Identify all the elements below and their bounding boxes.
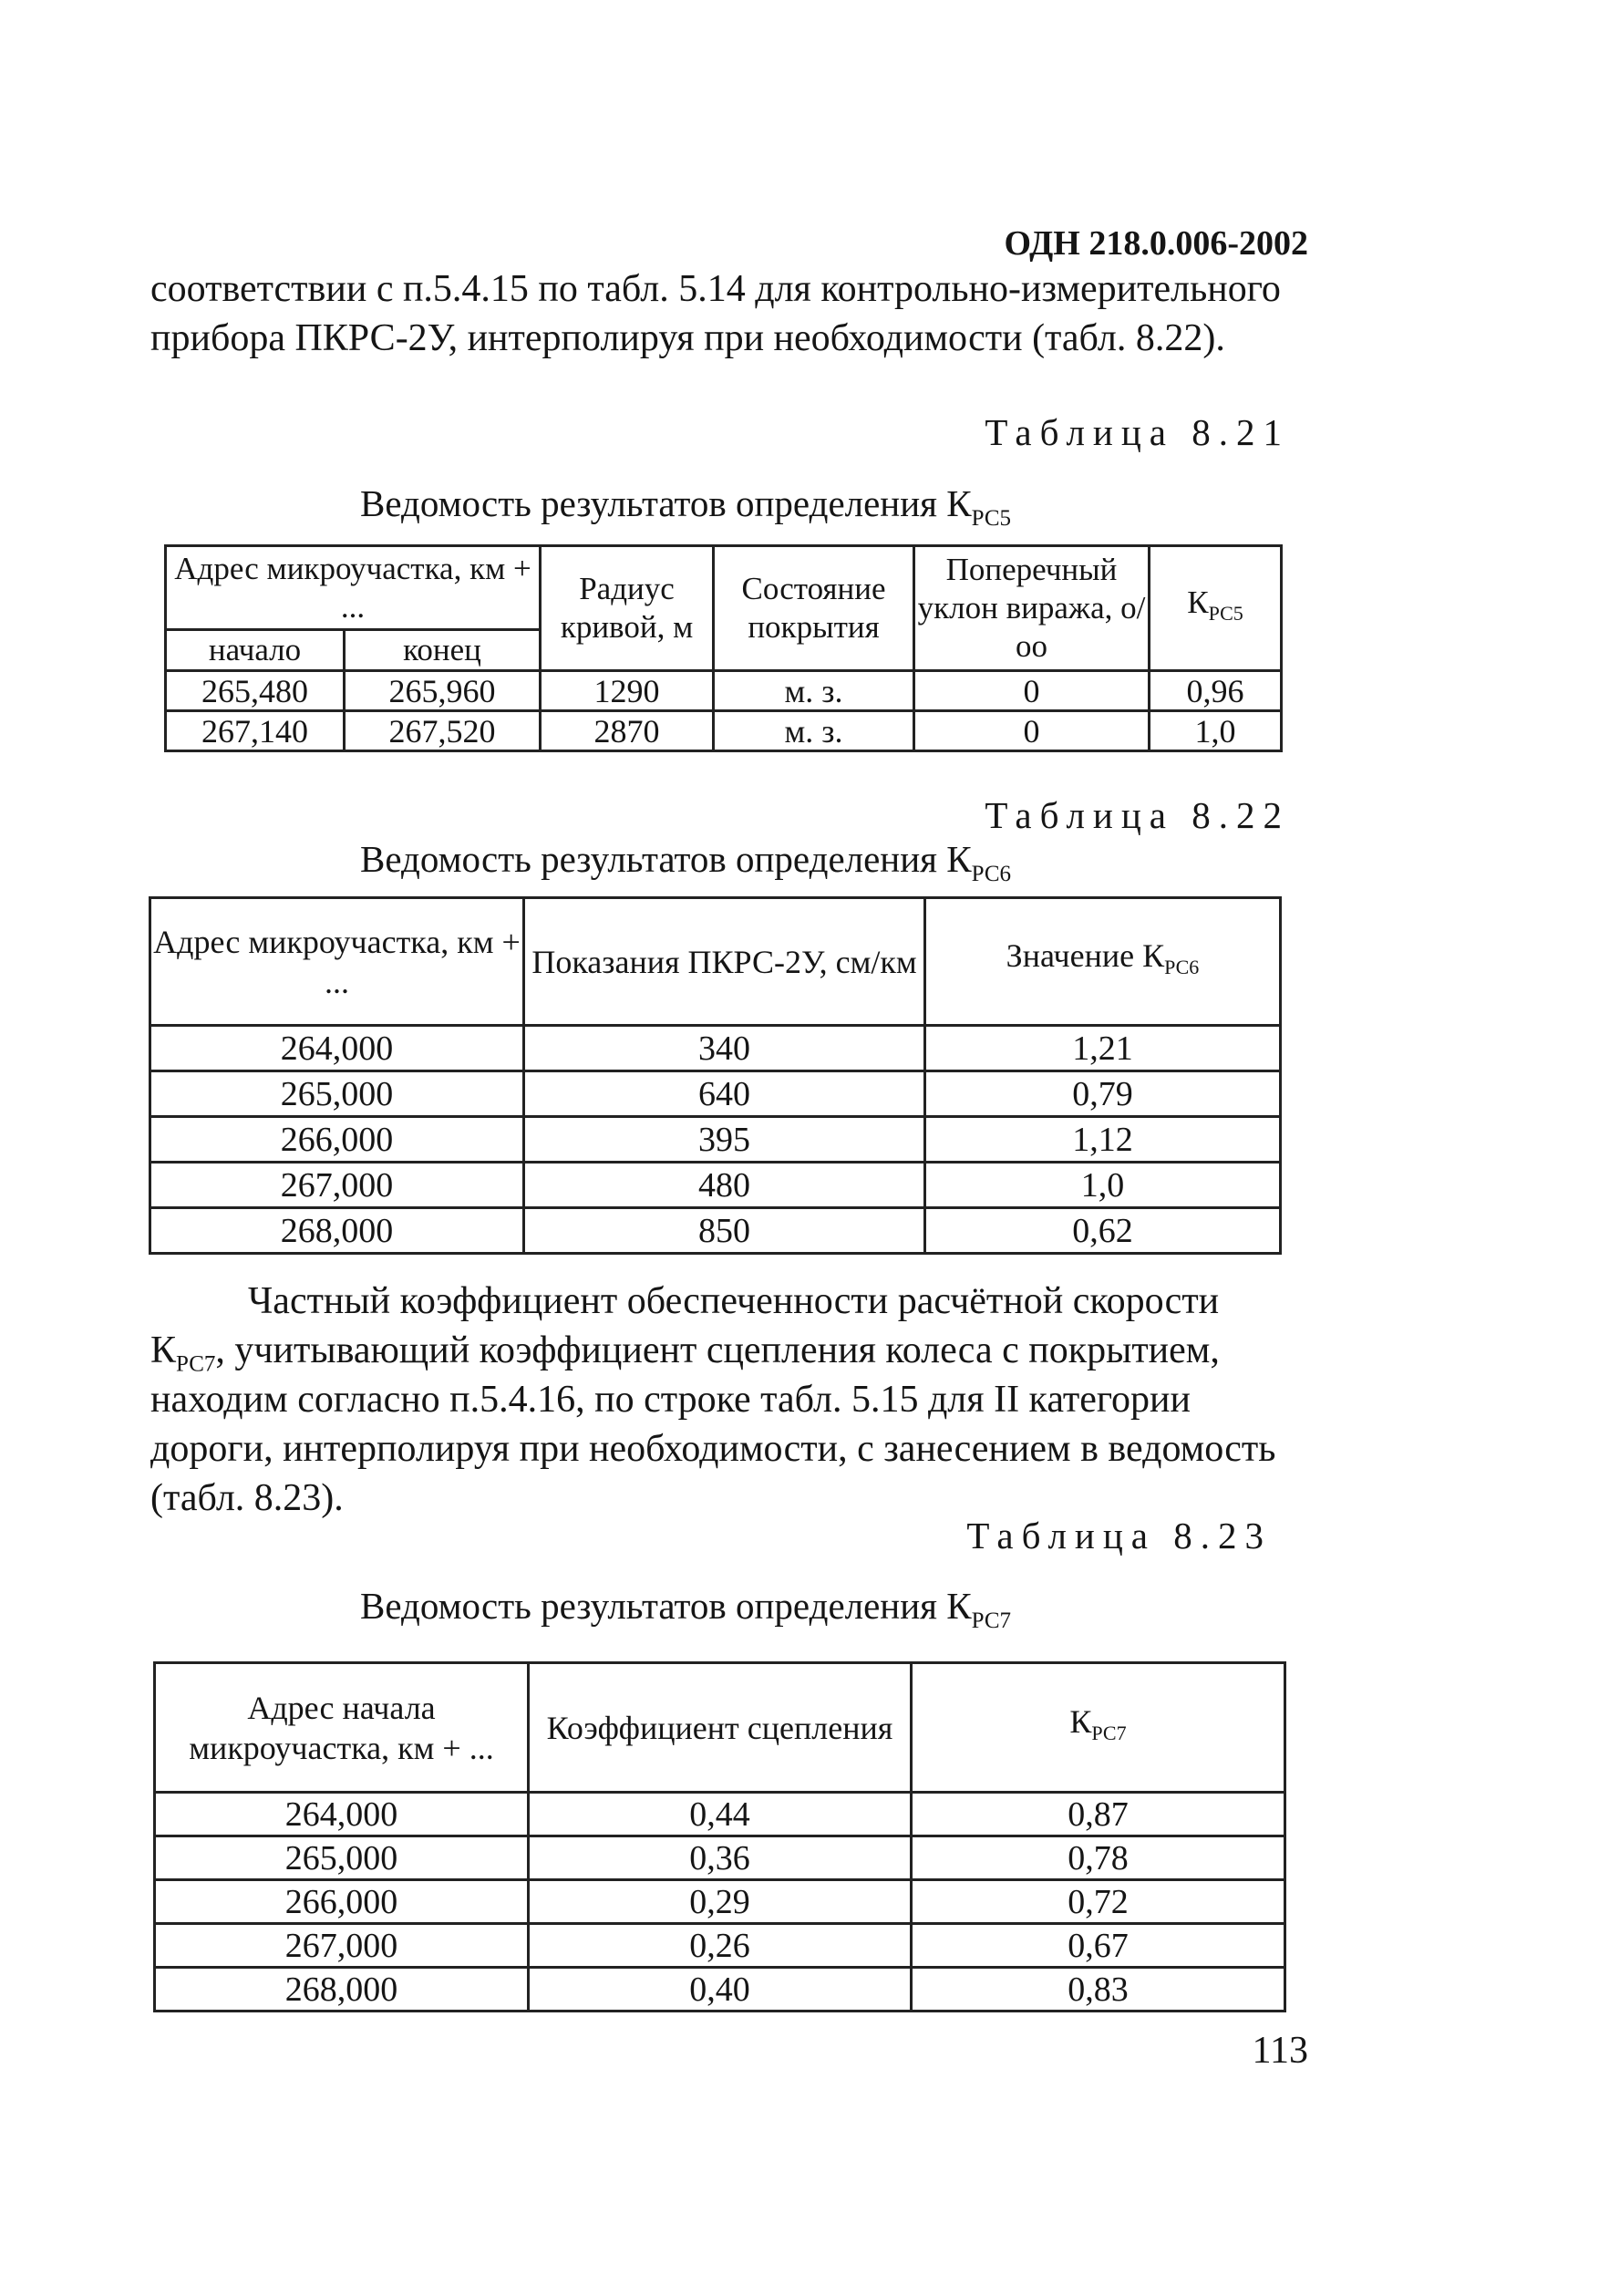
cell-adhesion: 0,36 <box>529 1836 912 1880</box>
intro-line-1: соответствии с п.5.4.15 по табл. 5.14 для контрольно-измерительного <box>150 268 1281 310</box>
cell-address: 268,000 <box>150 1208 524 1254</box>
cell-address: 264,000 <box>155 1793 529 1836</box>
cell-address: 264,000 <box>150 1026 524 1071</box>
table-row <box>155 1836 1285 1880</box>
cell-surface: м. з. <box>714 711 914 751</box>
paragraph-line-1: Частный коэффициент обеспеченности расчётной скорости <box>248 1280 1220 1322</box>
table-row <box>150 1163 1281 1208</box>
cell-value: 0,62 <box>925 1208 1281 1254</box>
header-value: Значение $К_{РС6}$ <box>925 898 1281 1026</box>
cell-coef: 0,67 <box>912 1924 1285 1968</box>
cell-reading: 395 <box>524 1117 925 1163</box>
cell-adhesion: 0,40 <box>529 1968 912 2012</box>
table-8-22 <box>149 896 1282 1255</box>
table-8-23 <box>153 1661 1286 2012</box>
header-coef: $К_{РС5}$ <box>1150 546 1282 671</box>
table-8-22-title: Ведомость результатов определения $К_{РС6}$ <box>360 838 1012 886</box>
cell-coef: 0,87 <box>912 1793 1285 1836</box>
header-address: Адрес начала микроучастка, км + ... <box>155 1663 529 1793</box>
cell-address: 265,000 <box>155 1836 529 1880</box>
table-8-21-caption: Таблица 8.21 <box>985 411 1290 453</box>
header-radius: Радиус кривой, м <box>541 546 714 671</box>
table-8-21-title: Ведомость результатов определения $К_{РС5}$ <box>360 482 1012 531</box>
paragraph-line-5: (табл. 8.23). <box>150 1477 344 1519</box>
cell-adhesion: 0,26 <box>529 1924 912 1968</box>
cell-address: 267,000 <box>155 1924 529 1968</box>
cell-adhesion: 0,44 <box>529 1793 912 1836</box>
cell-coef: 0,72 <box>912 1880 1285 1924</box>
paragraph-line-4: дороги, интерполируя при необходимости, с занесением в ведомость <box>150 1428 1276 1470</box>
table-row <box>166 671 1282 711</box>
table-row <box>150 1208 1281 1254</box>
cell-adhesion: 0,29 <box>529 1880 912 1924</box>
cell-value: 1,21 <box>925 1026 1281 1071</box>
cell-reading: 480 <box>524 1163 925 1208</box>
header-surface: Состояние покрытия <box>714 546 914 671</box>
cell-radius: 2870 <box>541 711 714 751</box>
paragraph-line-3: находим согласно п.5.4.16, по строке табл. 5.15 для II категории <box>150 1379 1192 1421</box>
cell-start: 267,140 <box>166 711 345 751</box>
table-row <box>150 1026 1281 1071</box>
cell-reading: 640 <box>524 1071 925 1117</box>
cell-start: 265,480 <box>166 671 345 711</box>
cell-coef: 1,0 <box>1150 711 1282 751</box>
cell-coef: 0,83 <box>912 1968 1285 2012</box>
table-8-23-title: Ведомость результатов определения $К_{РС7}$ <box>360 1585 1012 1633</box>
header-end: конец <box>345 630 541 671</box>
header-address: Адрес микроучастка, км + ... <box>166 546 541 630</box>
cell-reading: 850 <box>524 1208 925 1254</box>
cell-coef: 0,96 <box>1150 671 1282 711</box>
cell-address: 268,000 <box>155 1968 529 2012</box>
table-row <box>155 1924 1285 1968</box>
page-number: 113 <box>1252 2030 1308 2072</box>
paragraph-line-2: $К_{РС7}$, учитывающий коэффициент сцепления колеса с покрытием, <box>150 1329 1220 1377</box>
table-row <box>155 1968 1285 2012</box>
header-reading: Показания ПКРС-2У, см/км <box>524 898 925 1026</box>
cell-address: 267,000 <box>150 1163 524 1208</box>
header-start: начало <box>166 630 345 671</box>
cell-reading: 340 <box>524 1026 925 1071</box>
header-slope: Поперечный уклон виража, о/оо <box>914 546 1150 671</box>
table-8-23-caption: Таблица 8.23 <box>966 1515 1272 1557</box>
table-row <box>166 711 1282 751</box>
table-8-21 <box>164 544 1283 752</box>
header-adhesion: Коэффициент сцепления <box>529 1663 912 1793</box>
header-coef: $К_{РС7}$ <box>912 1663 1285 1793</box>
cell-radius: 1290 <box>541 671 714 711</box>
cell-address: 266,000 <box>150 1117 524 1163</box>
cell-value: 0,79 <box>925 1071 1281 1117</box>
cell-slope: 0 <box>914 711 1150 751</box>
table-row <box>150 1117 1281 1163</box>
table-row <box>155 1793 1285 1836</box>
cell-surface: м. з. <box>714 671 914 711</box>
header-address: Адрес микроучастка, км + ... <box>150 898 524 1026</box>
cell-value: 1,12 <box>925 1117 1281 1163</box>
cell-address: 266,000 <box>155 1880 529 1924</box>
intro-line-2: прибора ПКРС-2У, интерполируя при необходимости (табл. 8.22). <box>150 317 1225 359</box>
cell-coef: 0,78 <box>912 1836 1285 1880</box>
table-8-22-caption: Таблица 8.22 <box>985 794 1290 836</box>
table-row <box>155 1880 1285 1924</box>
cell-slope: 0 <box>914 671 1150 711</box>
cell-end: 265,960 <box>345 671 541 711</box>
cell-end: 267,520 <box>345 711 541 751</box>
cell-address: 265,000 <box>150 1071 524 1117</box>
cell-value: 1,0 <box>925 1163 1281 1208</box>
document-code: ОДН 218.0.006-2002 <box>1004 224 1308 263</box>
table-row <box>150 1071 1281 1117</box>
